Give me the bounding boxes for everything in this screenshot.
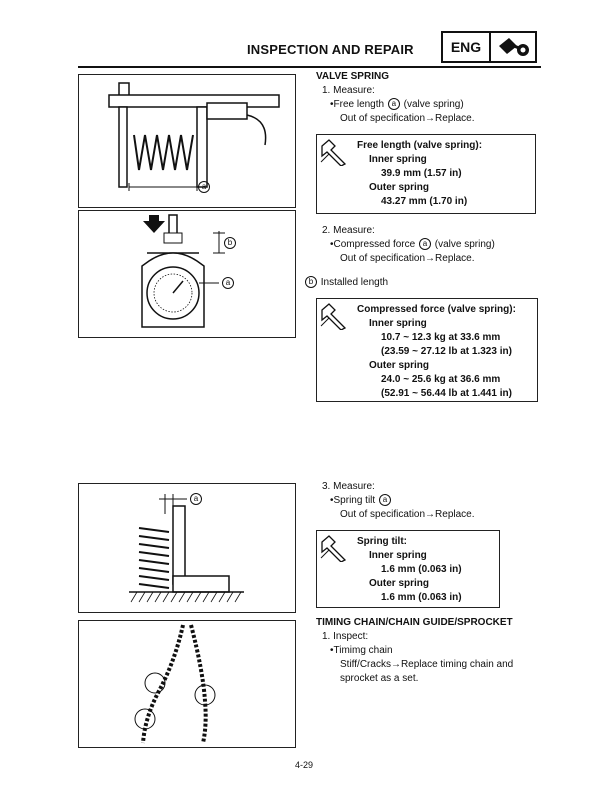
step-2-note: Out of specification→Replace. xyxy=(340,253,475,264)
step-1: 1. Inspect: xyxy=(322,631,369,642)
wrench-spec-icon xyxy=(319,534,353,562)
spec-value: 43.27 mm (1.70 in) xyxy=(381,196,468,207)
wrench-spec-icon xyxy=(319,302,353,330)
step-2: 2. Measure: xyxy=(322,225,375,236)
step-1-note: Out of specification→Replace. xyxy=(340,113,475,124)
timing-chain-illustration xyxy=(79,621,294,746)
legend-b: b Installed length xyxy=(304,276,388,290)
spec-title: Compressed force (valve spring): xyxy=(357,304,516,315)
square-and-spring-illustration xyxy=(79,484,294,611)
spec-label: Outer spring xyxy=(369,182,430,193)
spec-box-free-length xyxy=(316,134,536,214)
spec-title: Free length (valve spring): xyxy=(357,140,483,151)
step-1-note: Stiff/Cracks→Replace timing chain and xyxy=(340,659,514,670)
spec-value: (23.59 ~ 27.12 lb at 1.323 in) xyxy=(381,346,512,357)
step-3: 3. Measure: xyxy=(322,481,375,492)
step-3-item: •Spring tilt a xyxy=(330,494,392,508)
wrench-spec-icon xyxy=(319,138,353,166)
callout-b: b xyxy=(224,237,236,249)
section-heading-timing-chain: TIMING CHAIN/CHAIN GUIDE/SPROCKET xyxy=(316,617,513,628)
step-3-note: Out of specification→Replace. xyxy=(340,509,475,520)
figure-compressed-force xyxy=(78,210,296,338)
section-heading-valve-spring: VALVE SPRING xyxy=(316,71,389,82)
step-1: 1. Measure: xyxy=(322,85,375,96)
step-1-note-continued: sprocket as a set. xyxy=(340,673,419,684)
figure-spring-tilt xyxy=(78,483,296,613)
engine-icon xyxy=(495,34,535,60)
callout-a: a xyxy=(198,181,210,193)
spec-value: 39.9 mm (1.57 in) xyxy=(381,168,462,179)
callout-a: a xyxy=(222,277,234,289)
spec-box-spring-tilt xyxy=(316,530,500,608)
spec-title: Spring tilt: xyxy=(357,536,407,547)
callout-a: a xyxy=(190,493,202,505)
spec-value: 1.6 mm (0.063 in) xyxy=(381,564,462,575)
figure-free-length xyxy=(78,74,296,208)
spec-label: Inner spring xyxy=(369,550,427,561)
spec-label: Inner spring xyxy=(369,154,427,165)
section-label: ENG xyxy=(443,33,491,61)
figure-timing-chain xyxy=(78,620,296,748)
spec-label: Outer spring xyxy=(369,360,430,371)
page-number: 4-29 xyxy=(295,760,314,770)
spec-box-compressed-force xyxy=(316,298,538,402)
spec-label: Outer spring xyxy=(369,578,430,589)
caliper-illustration xyxy=(79,75,294,206)
spec-label: Inner spring xyxy=(369,318,427,329)
spec-value: 24.0 ~ 25.6 kg at 36.6 mm xyxy=(381,374,501,385)
page-title: INSPECTION AND REPAIR xyxy=(247,42,414,57)
step-2-item: •Compressed force a (valve spring) xyxy=(330,239,495,250)
spec-value: 1.6 mm (0.063 in) xyxy=(381,592,462,603)
step-1-item: •Free length a (valve spring) xyxy=(330,99,464,110)
spring-scale-illustration xyxy=(79,211,294,336)
spec-value: (52.91 ~ 56.44 lb at 1.441 in) xyxy=(381,388,512,399)
spec-value: 10.7 ~ 12.3 kg at 33.6 mm xyxy=(381,332,501,343)
header-rule xyxy=(78,66,541,68)
step-1-item: •Timimg chain xyxy=(330,645,393,656)
